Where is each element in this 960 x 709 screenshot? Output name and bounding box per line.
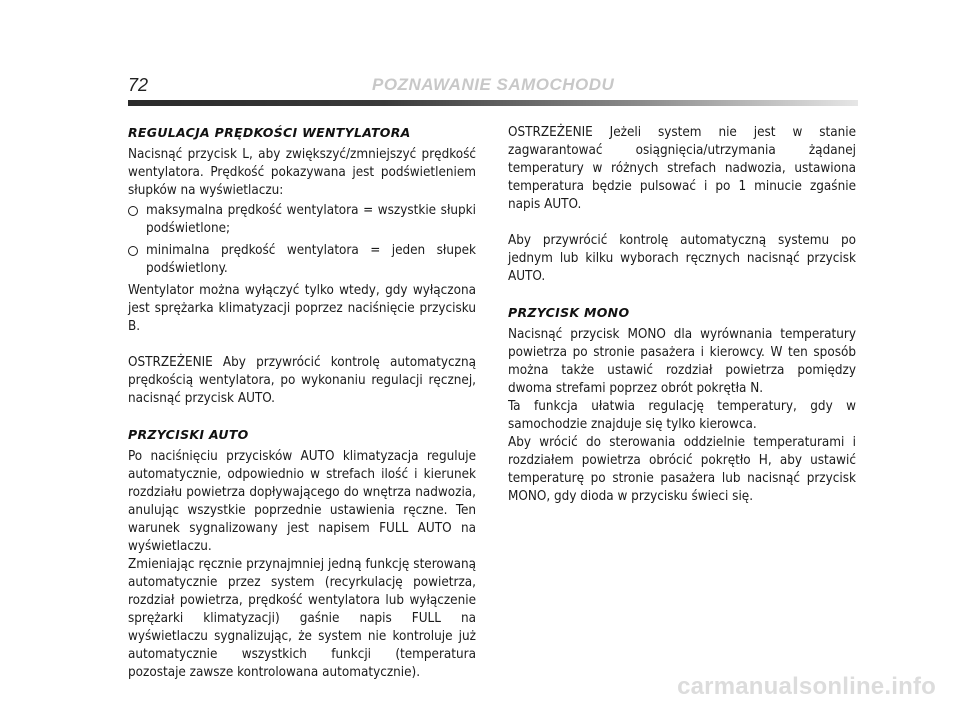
mono-paragraph-3: Aby wrócić do sterowania oddzielnie temperaturami i rozdziałem powietrza obrócić pokrętło H, aby ustawić temperaturę po stronie pasażera lub nacisnąć przycisk MONO, gdy dioda w przycisku świeci się. xyxy=(508,435,856,504)
list-item xyxy=(128,242,476,278)
page-number: 72 xyxy=(128,75,149,95)
list-item xyxy=(128,202,476,238)
fan-warning: OSTRZEŻENIE Aby przywrócić kontrolę automatyczną prędkością wentylatora, po wykonaniu regulacji ręcznej, nacisnąć przycisk AUTO. xyxy=(128,355,476,406)
system-warning: OSTRZEŻENIE Jeżeli system nie jest w stanie zagwarantować osiągnięcia/utrzymania żądanej temperatury w różnych strefach nadwozia, ustawiona temperatura będzie pulsować i po 1 minucie zgaśnie napis AUTO. xyxy=(508,125,856,212)
list-item-text: minimalna prędkość wentylatora = jeden słupek podświetlony. xyxy=(146,243,476,276)
left-column xyxy=(128,124,476,682)
fan-speed-intro: Nacisnąć przycisk L, aby zwiększyć/zmniejszyć prędkość wentylatora. Prędkość pokazywana jest podświetleniem słupków na wyświetlaczu: xyxy=(128,147,476,198)
section-title: POZNAWANIE SAMOCHODU xyxy=(372,75,615,94)
circle-bullet-icon xyxy=(128,206,138,216)
watermark: carmanualsonline.info xyxy=(677,673,936,700)
fan-off-note: Wentylator można wyłączyć tylko wtedy, gdy wyłączona jest sprężarka klimatyzacji poprzez naciśnięcie przycisku B. xyxy=(128,283,476,334)
fan-speed-heading: REGULACJA PRĘDKOŚCI WENTYLATORA xyxy=(128,125,411,140)
restore-auto-note: Aby przywrócić kontrolę automatyczną systemu po jednym lub kilku wyborach ręcznych nacisnąć przycisk AUTO. xyxy=(508,233,856,284)
auto-paragraph-1: Po naciśnięciu przycisków AUTO klimatyzacja reguluje automatycznie, odpowiednio w strefach ilość i kierunek rozdziału powietrza dopływającego do wnętrza nadwozia, anulując wszystkie poprzednie ustawienia ręczne. Ten warunek sygnalizowany jest napisem FULL AUTO na wyświetlaczu. xyxy=(128,449,476,554)
list-item-text: maksymalna prędkość wentylatora = wszystkie słupki podświetlone; xyxy=(146,203,476,236)
auto-buttons-heading: PRZYCISKI AUTO xyxy=(128,427,249,442)
right-column xyxy=(508,124,856,506)
header-rule xyxy=(128,100,858,106)
mono-button-heading: PRZYCISK MONO xyxy=(508,305,630,320)
mono-paragraph-2: Ta funkcja ułatwia regulację temperatury, gdy w samochodzie znajduje się tylko kierowca. xyxy=(508,399,856,432)
mono-paragraph-1: Nacisnąć przycisk MONO dla wyrównania temperatury powietrza po stronie pasażera i kierowcy. W ten sposób można także ustawić rozdział powietrza pomiędzy dwoma strefami poprzez obrót pokrętła N. xyxy=(508,327,856,396)
auto-paragraph-2: Zmieniając ręcznie przynajmniej jedną funkcję sterowaną automatycznie przez system (recyrkulację powietrza, rozdział powietrza, prędkość wentylatora lub wyłączenie sprężarki klimatyzacji) gaśnie napis FULL na wyświetlaczu sygnalizując, że system nie kontroluje już automatycznie wszystkich funkcji (temperatura pozostaje zawsze kontrolowana automatycznie). xyxy=(128,557,476,680)
fan-speed-list xyxy=(128,202,476,278)
circle-bullet-icon xyxy=(128,246,138,256)
